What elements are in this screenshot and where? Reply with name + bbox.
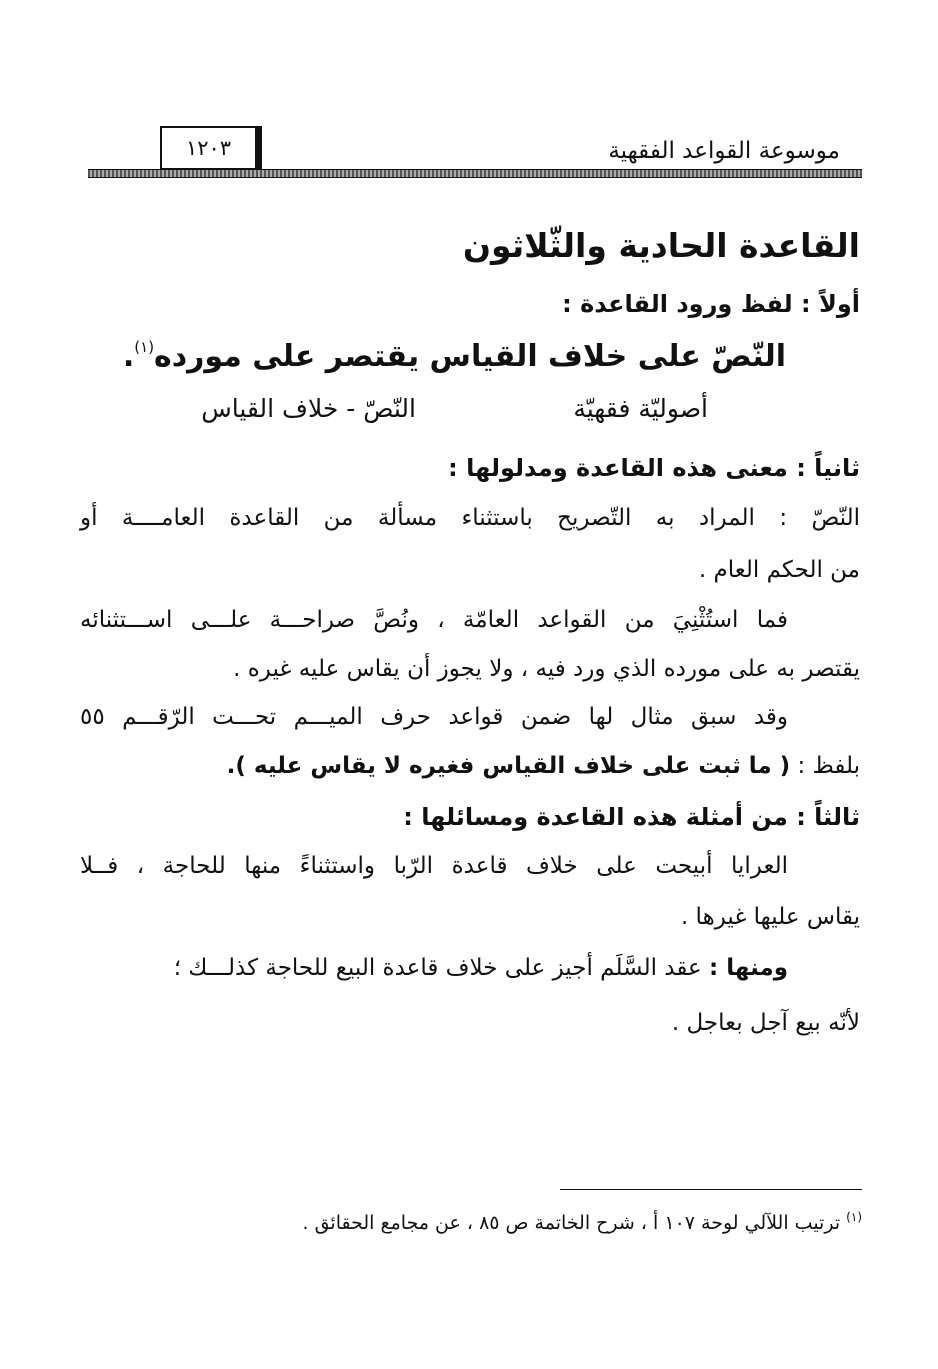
- book-title: موسوعة القواعد الفقهية: [608, 138, 840, 164]
- footnote-number: (١): [846, 1210, 862, 1224]
- page-number: ١٢٠٣: [160, 126, 262, 170]
- page-header: [88, 126, 862, 188]
- section-heading-1: أولاً : لفظ ورود القاعدة :: [562, 290, 860, 318]
- paragraph-line: النّصّ : المراد به التّصريح باستثناء مسألة من القاعدة العامــــة أو: [80, 505, 860, 531]
- paragraph-line: [80, 955, 788, 981]
- footnote-text: ترتيب اللآلي لوحة ١٠٧ أ ، شرح الخاتمة ص ٨٥ ، عن مجامع الحقائق .: [302, 1212, 841, 1234]
- maxim-end: .: [122, 339, 135, 374]
- maxim-text: النّصّ على خلاف القياس يقتصر على مورده: [154, 339, 786, 374]
- line-rest: عقد السَّلَم أجيز على خلاف قاعدة البيع للحاجة كذلـــك ؛: [173, 955, 702, 981]
- rule-title: القاعدة الحادية والثّلاثون: [462, 226, 860, 265]
- header-rule: [88, 169, 862, 178]
- paragraph-line: [227, 753, 860, 779]
- paragraph-line: وقد سبق مثال لها ضمن قواعد حرف الميـــم تحـــت الرّقـــم ٥٥: [80, 704, 788, 730]
- paragraph-line: فما استُثْنِيَ من القواعد العامّة ، ونُصَّ صراحـــة علـــى اســـتثنائه: [80, 607, 788, 633]
- quoted-maxim: ( ما ثبت على خلاف القياس فغيره لا يقاس عليه ).: [226, 753, 791, 779]
- paragraph-line: يقتصر به على مورده الذي ورد فيه ، ولا يجوز أن يقاس عليه غيره .: [233, 656, 860, 682]
- footnote-ref: (١): [134, 338, 155, 356]
- footnote: [303, 1210, 863, 1234]
- section-heading-2: ثانياً : معنى هذه القاعدة ومدلولها :: [448, 454, 860, 482]
- paragraph-line: لأنّه بيع آجل بعاجل .: [671, 1010, 860, 1036]
- section-heading-3: ثالثاً : من أمثلة هذه القاعدة ومسائلها :: [403, 803, 860, 831]
- paragraph-line: يقاس عليها غيرها .: [680, 904, 860, 930]
- maxim: [123, 338, 786, 374]
- lead-word: ومنها :: [709, 955, 788, 981]
- classification-tag: أصوليّة فقهيّة: [573, 394, 708, 423]
- paragraph-line: من الحكم العام .: [698, 557, 860, 583]
- line-prefix: بلفظ :: [797, 753, 860, 779]
- keywords-tag: النّصّ - خلاف القياس: [201, 394, 416, 423]
- footnote-separator: [560, 1189, 862, 1190]
- paragraph-line: العرايا أبيحت على خلاف قاعدة الرّبا واستثناءً منها للحاجة ، فــلا: [80, 853, 788, 879]
